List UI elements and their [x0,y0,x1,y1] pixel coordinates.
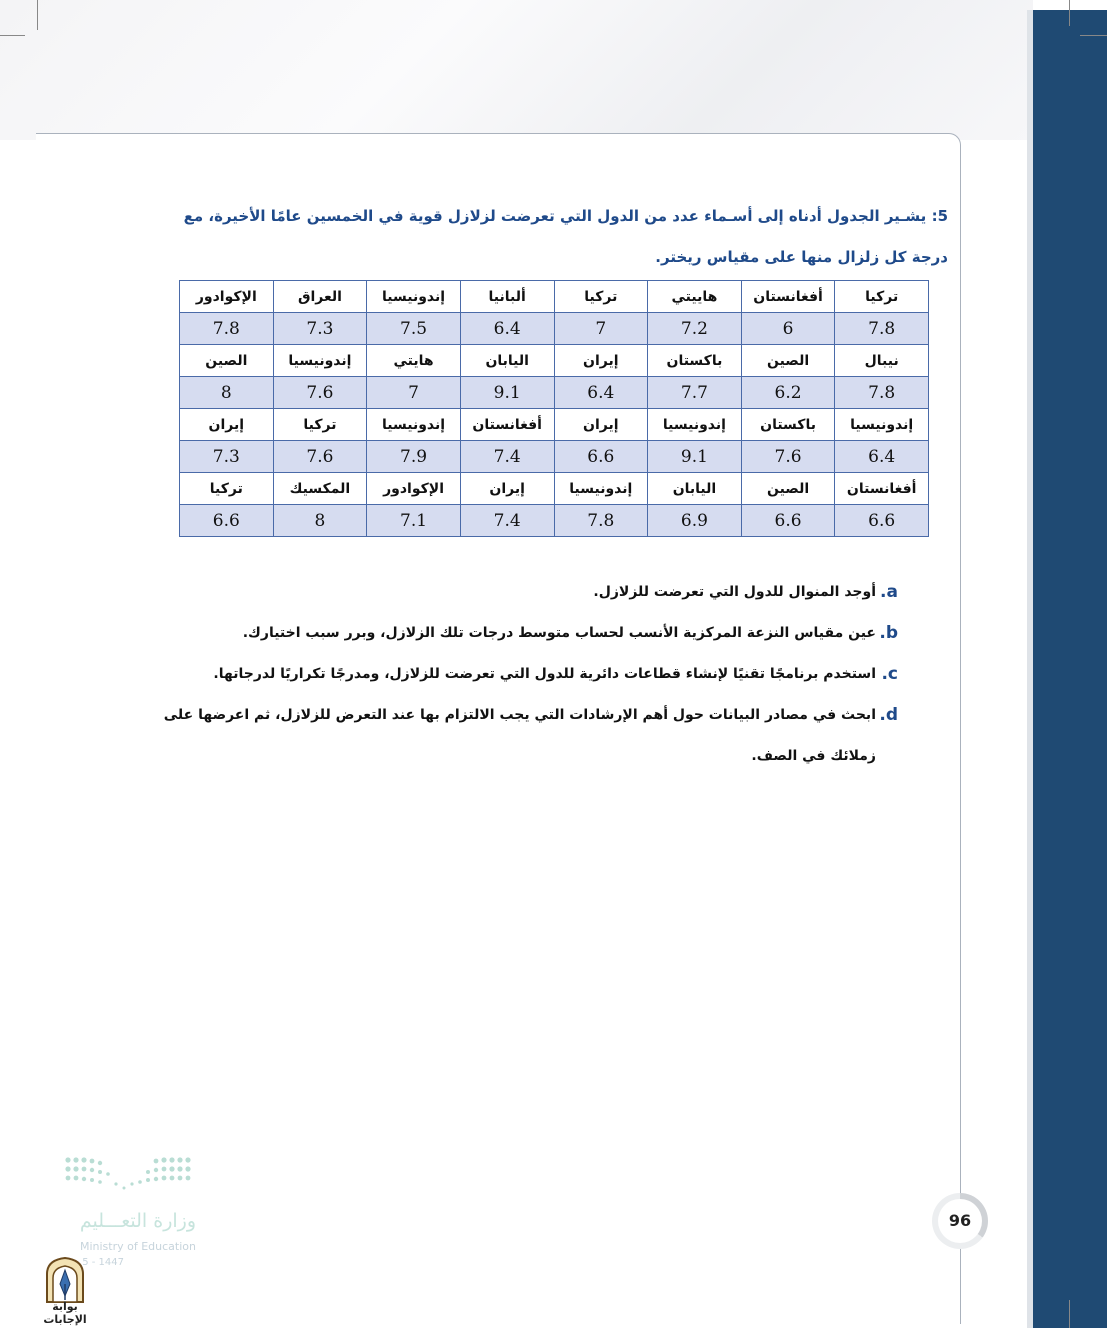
country-cell: أفغانستان [835,473,929,505]
page-number-badge [932,1193,988,1249]
item-letter: c. [881,664,898,684]
question-text: يشـير الجدول أدناه إلى أسـماء عدد من الدول التي تعرضت لزلازل قوية في الخمسين عامًا الأخيرة، مع درجة كل زلزال منها على مقياس ريختر. [183,207,948,266]
magnitude-cell: 7.8 [835,377,929,409]
country-cell: تركيا [835,281,929,313]
country-cell: إيران [460,473,554,505]
country-cell: العراق [273,281,367,313]
table-row-names [180,473,929,505]
item-letter: d. [879,705,898,725]
crop-mark [0,35,25,36]
item-text: عين مقياس النزعة المركزية الأنسب لحساب متوسط درجات تلك الزلازل، وبرر سبب اختيارك. [242,625,876,641]
magnitude-cell: 7.3 [273,313,367,345]
country-cell: إندونيسيا [367,281,461,313]
ministry-year: 5 - 1447 [82,1257,124,1268]
table-row-names [180,281,929,313]
country-cell: إندونيسيا [554,473,648,505]
country-cell: أفغانستان [741,281,835,313]
country-cell: الصين [180,345,274,377]
country-cell: إندونيسيا [648,409,742,441]
country-cell: اليابان [648,473,742,505]
magnitude-cell: 8 [180,377,274,409]
crop-mark [1069,1300,1070,1328]
country-cell: إيران [554,345,648,377]
magnitude-cell: 6.4 [460,313,554,345]
watermark-icon [30,1256,100,1304]
question-5 [150,196,948,278]
magnitude-cell: 7.4 [460,505,554,537]
table-row-values [180,377,929,409]
magnitude-cell: 6.4 [554,377,648,409]
country-cell: هايتي [367,345,461,377]
item-d [150,695,898,777]
magnitude-cell: 6.6 [180,505,274,537]
country-cell: باكستان [648,345,742,377]
magnitude-cell: 7.4 [460,441,554,473]
ministry-name-en: Ministry of Education [79,1240,196,1253]
item-text: ابحث في مصادر البيانات حول أهم الإرشادات التي يجب الالتزام بها عند التعرض للزلازل، ثم اعرضها على زملائك في الصف. [163,707,876,764]
country-cell: المكسيك [273,473,367,505]
magnitude-cell: 7 [554,313,648,345]
header-background [0,0,1033,140]
magnitude-cell: 7.5 [367,313,461,345]
country-cell: تركيا [273,409,367,441]
item-a [150,572,898,613]
country-cell: الصين [741,473,835,505]
magnitude-cell: 7 [367,377,461,409]
country-cell: الصين [741,345,835,377]
magnitude-cell: 7.3 [180,441,274,473]
earthquake-table [179,280,929,537]
magnitude-cell: 6 [741,313,835,345]
table-row-values [180,505,929,537]
watermark-label: بوابة الإجابات [43,1300,87,1326]
magnitude-cell: 7.9 [367,441,461,473]
table-row-values [180,313,929,345]
magnitude-cell: 7.8 [835,313,929,345]
country-cell: اليابان [460,345,554,377]
country-cell: الإكوادور [180,281,274,313]
magnitude-cell: 6.6 [835,505,929,537]
magnitude-cell: 7.6 [273,377,367,409]
item-b [150,613,898,654]
item-letter: b. [879,623,898,643]
country-cell: نيبال [835,345,929,377]
crop-mark [1080,35,1107,36]
country-cell: إندونيسيا [835,409,929,441]
country-cell: إندونيسيا [273,345,367,377]
magnitude-cell: 6.6 [741,505,835,537]
country-cell: الإكوادور [367,473,461,505]
magnitude-cell: 7.2 [648,313,742,345]
question-items [150,572,898,777]
country-cell: ألبانيا [460,281,554,313]
item-letter: a. [880,582,898,602]
crop-mark [1069,0,1070,26]
country-cell: باكستان [741,409,835,441]
item-text: أوجد المنوال للدول التي تعرضت للزلازل. [593,584,876,600]
table-row-values [180,441,929,473]
magnitude-cell: 6.9 [648,505,742,537]
item-text: استخدم برنامجًا تقنيًا لإنشاء قطاعات دائرية للدول التي تعرضت للزلازل، ومدرجًا تكراريًا لدرجاتها. [213,666,876,682]
ministry-name-ar: وزارة التعـــليم [79,1210,196,1232]
magnitude-cell: 7.6 [741,441,835,473]
page-sidebar [1033,10,1107,1328]
item-c [150,654,898,695]
country-cell: إيران [554,409,648,441]
magnitude-cell: 6.6 [554,441,648,473]
magnitude-cell: 7.6 [273,441,367,473]
country-cell: تركيا [554,281,648,313]
magnitude-cell: 6.2 [741,377,835,409]
magnitude-cell: 9.1 [460,377,554,409]
country-cell: إيران [180,409,274,441]
country-cell: إندونيسيا [367,409,461,441]
page-number: 96 [938,1199,982,1243]
magnitude-cell: 9.1 [648,441,742,473]
table-row-names [180,345,929,377]
magnitude-cell: 7.8 [180,313,274,345]
magnitude-cell: 7.7 [648,377,742,409]
ministry-logo-icon [60,1152,200,1212]
magnitude-cell: 7.1 [367,505,461,537]
country-cell: أفغانستان [460,409,554,441]
table-row-names [180,409,929,441]
crop-mark [37,0,38,30]
country-cell: هاييتي [648,281,742,313]
magnitude-cell: 8 [273,505,367,537]
magnitude-cell: 6.4 [835,441,929,473]
question-number: 5: [931,207,948,225]
country-cell: تركيا [180,473,274,505]
magnitude-cell: 7.8 [554,505,648,537]
